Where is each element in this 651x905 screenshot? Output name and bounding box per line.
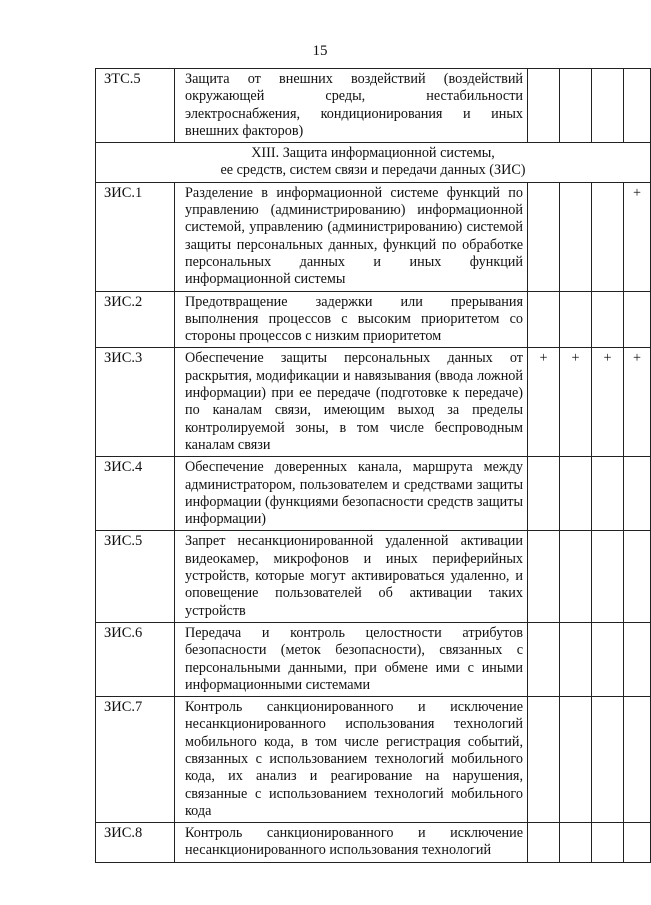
measure-description: Обеспечение доверенных канала, маршрута между администратором, пользователем и средствами защиты информации (функциями безопасности средств защиты информации) xyxy=(175,457,528,531)
measure-description: Предотвращение задержки или прерывания выполнения процессов с высоким приоритетом со стороны процессов с низким приоритетом xyxy=(175,291,528,348)
protection-level-mark-2 xyxy=(560,697,592,823)
protection-level-mark-1 xyxy=(528,823,560,863)
measure-code: ЗИС.7 xyxy=(96,697,175,823)
measure-description: Обеспечение защиты персональных данных от раскрытия, модификации и навязывания (ввода ложной информации) при ее передаче (подготовке к передаче) по каналам связи, имеющим выход за пределы контролируемой зоны, в том числе беспроводным каналам связи xyxy=(175,348,528,457)
protection-level-mark-3 xyxy=(592,697,624,823)
protection-level-mark-1 xyxy=(528,697,560,823)
protection-level-mark-4 xyxy=(624,69,651,143)
measure-description: Разделение в информационной системе функций по управлению (администрированию) информационной системой, управлению (администрированию) системой защиты персональных данных, функций по обработке персональных данных и иных функций информационной системы xyxy=(175,182,528,291)
protection-level-mark-4 xyxy=(624,531,651,622)
protection-level-mark-3: + xyxy=(592,348,624,457)
protection-level-mark-1 xyxy=(528,457,560,531)
protection-level-mark-4 xyxy=(624,823,651,863)
page-number: 15 xyxy=(312,43,328,59)
table-row xyxy=(96,697,651,823)
protection-level-mark-2 xyxy=(560,823,592,863)
protection-level-mark-3 xyxy=(592,291,624,348)
protection-level-mark-4 xyxy=(624,697,651,823)
requirements-table xyxy=(95,68,651,863)
measure-code: ЗИС.8 xyxy=(96,823,175,863)
measure-code: ЗИС.2 xyxy=(96,291,175,348)
protection-level-mark-3 xyxy=(592,823,624,863)
table-row xyxy=(96,531,651,622)
measure-code: ЗИС.6 xyxy=(96,622,175,696)
measure-description: Контроль санкционированного и исключение несанкционированного использования технологий xyxy=(175,823,528,863)
protection-level-mark-4 xyxy=(624,291,651,348)
protection-level-mark-1 xyxy=(528,69,560,143)
protection-level-mark-2 xyxy=(560,531,592,622)
protection-level-mark-2 xyxy=(560,457,592,531)
table-row xyxy=(96,457,651,531)
protection-level-mark-3 xyxy=(592,531,624,622)
measure-code: ЗИС.3 xyxy=(96,348,175,457)
protection-level-mark-3 xyxy=(592,622,624,696)
protection-level-mark-2 xyxy=(560,291,592,348)
measure-description: Защита от внешних воздействий (воздействий окружающей среды, нестабильности электроснабжения, кондиционирования и иных внешних факторов) xyxy=(175,69,528,143)
measure-code: ЗИС.4 xyxy=(96,457,175,531)
table-row xyxy=(96,823,651,863)
measure-description: Контроль санкционированного и исключение несанкционированного использования технологий мобильного кода, в том числе регистрация событий, связанных с использованием технологий мобильного кода, их анализ и реагирование на нарушения, связанные с использованием технологий мобильного кода xyxy=(175,697,528,823)
protection-level-mark-3 xyxy=(592,457,624,531)
table-row xyxy=(96,291,651,348)
measure-code: ЗИС.1 xyxy=(96,182,175,291)
measure-code: ЗТС.5 xyxy=(96,69,175,143)
protection-level-mark-1 xyxy=(528,182,560,291)
protection-level-mark-1 xyxy=(528,622,560,696)
measure-description: Передача и контроль целостности атрибутов безопасности (меток безопасности), связанных с персональными данными, при обмене ими с иными информационными системами xyxy=(175,622,528,696)
protection-level-mark-3 xyxy=(592,69,624,143)
table-row xyxy=(96,348,651,457)
table-row xyxy=(96,69,651,143)
protection-level-mark-1 xyxy=(528,291,560,348)
section-title: XIII. Защита информационной системы, ее средств, систем связи и передачи данных (ЗИС) xyxy=(96,143,651,183)
protection-level-mark-2 xyxy=(560,69,592,143)
protection-level-mark-2 xyxy=(560,622,592,696)
table-row xyxy=(96,622,651,696)
table-row xyxy=(96,182,651,291)
protection-level-mark-1: + xyxy=(528,348,560,457)
protection-level-mark-4: + xyxy=(624,182,651,291)
protection-level-mark-2 xyxy=(560,182,592,291)
section-header-row xyxy=(96,143,651,183)
protection-level-mark-4: + xyxy=(624,348,651,457)
measure-code: ЗИС.5 xyxy=(96,531,175,622)
protection-level-mark-4 xyxy=(624,457,651,531)
measure-description: Запрет несанкционированной удаленной активации видеокамер, микрофонов и иных периферийных устройств, которые могут активироваться удаленно, и оповещение пользователей об активации таких устройств xyxy=(175,531,528,622)
protection-level-mark-2: + xyxy=(560,348,592,457)
protection-level-mark-1 xyxy=(528,531,560,622)
protection-level-mark-3 xyxy=(592,182,624,291)
protection-level-mark-4 xyxy=(624,622,651,696)
